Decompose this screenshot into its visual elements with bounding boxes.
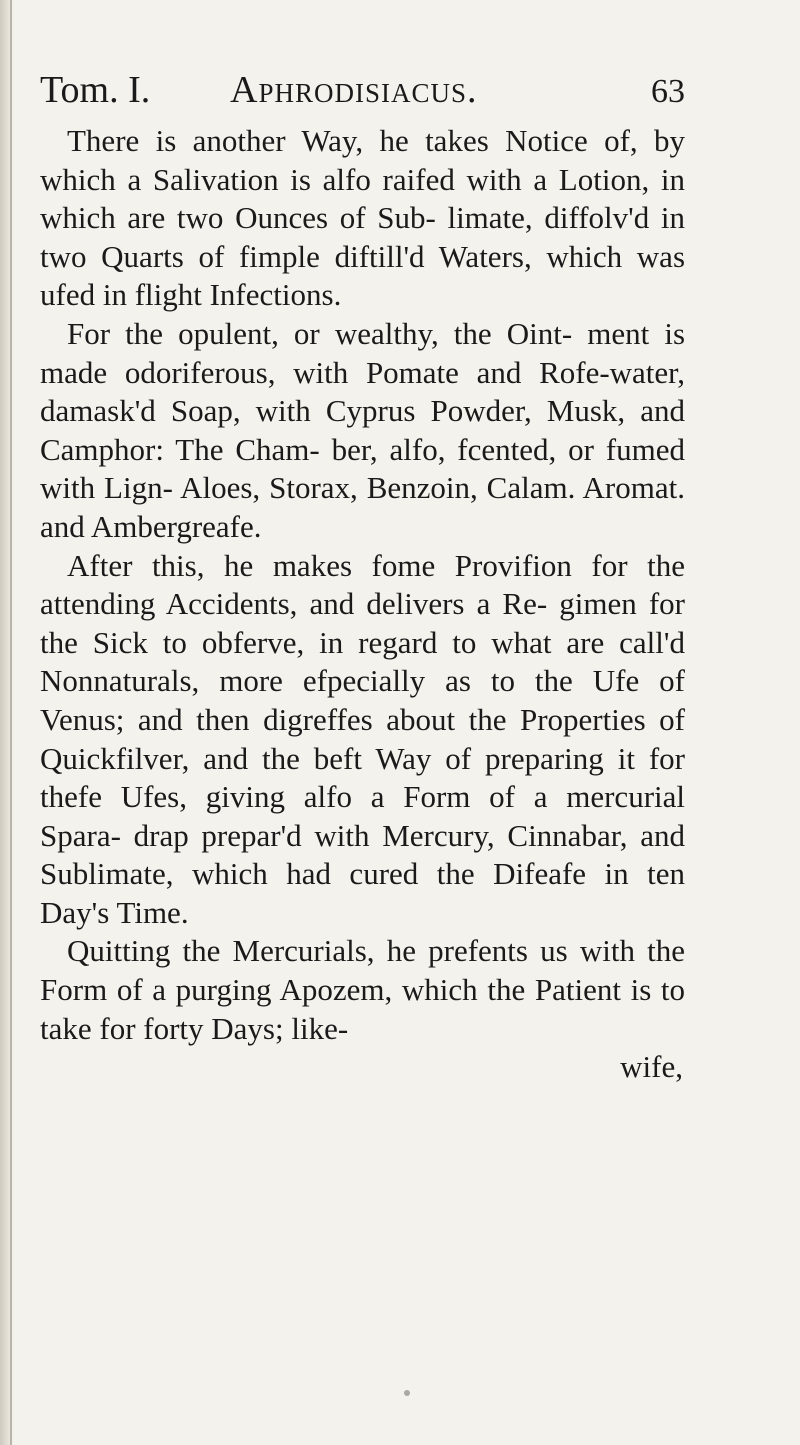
text-line: Aloes, Storax, Benzoin, Calam. Aromat. and (40, 470, 685, 544)
body-text (40, 122, 685, 1087)
binding-edge-line (10, 0, 12, 1445)
text-line: After this, he makes fome Provifion for (67, 547, 628, 583)
text-line: Powder, Musk, and Camphor: The Cham- (40, 393, 685, 467)
text-line: limate, diffolv'd in two Quarts of fimple (40, 200, 686, 274)
paragraph-1 (40, 122, 685, 315)
paragraph-4 (40, 932, 685, 1048)
volume-label: Tom. I. (40, 69, 151, 111)
text-line: gimen for the Sick to obferve, in regard to (40, 586, 685, 660)
text-line: There is another Way, he takes Notice (67, 123, 588, 158)
text-line: giving alfo a Form of a mercurial Spara- (40, 779, 686, 853)
text-line: diftill'd Waters, which was ufed in flight (40, 238, 686, 313)
text-line: For the opulent, or wealthy, the Oint- (67, 315, 573, 351)
ink-speck (404, 1390, 410, 1396)
paragraph-3 (40, 547, 685, 933)
text-line: Sublimate, which had cured the Difeafe in (40, 856, 629, 892)
catchword: wife, (620, 1049, 683, 1085)
text-line: Ambergreafe. (90, 508, 262, 544)
text-line: the Patient is to take for forty Days; like- (40, 972, 686, 1046)
text-line: with the Form of a purging Apozem, which (40, 933, 685, 1008)
running-title: Aphrodisiacus. (230, 69, 478, 111)
text-line: Infections. (209, 277, 342, 313)
text-line: the attending Accidents, and delivers a Re- (40, 547, 686, 622)
text-line: of, by which a Salivation is alfo raifed with (40, 123, 686, 197)
text-line: the beft Way of preparing it for thefe Ufes, (40, 740, 685, 815)
page-number: 63 (651, 73, 685, 110)
text-line: as to the Ufe of Venus; and then digreffes (40, 663, 686, 737)
paragraph-2 (40, 315, 685, 547)
text-line: what are call'd Nonnaturals, more efpecially (40, 624, 685, 699)
book-page (40, 62, 685, 1087)
text-line: drap prepar'd with Mercury, Cinnabar, and (133, 817, 686, 853)
text-line: about the Properties of Quickfilver, and (40, 701, 685, 776)
text-line: ten Day's Time. (40, 856, 685, 930)
text-line: Quitting the Mercurials, he prefents us (67, 933, 568, 969)
running-header (40, 62, 685, 118)
text-line: a Lotion, in which are two Ounces of Sub- (40, 161, 686, 236)
text-line: ber, alfo, fcented, or fumed with Lign- (40, 431, 685, 506)
text-line: ment is made odoriferous, with Pomate and (40, 315, 686, 390)
text-line: Rofe-water, damask'd Soap, with Cyprus (40, 354, 685, 429)
